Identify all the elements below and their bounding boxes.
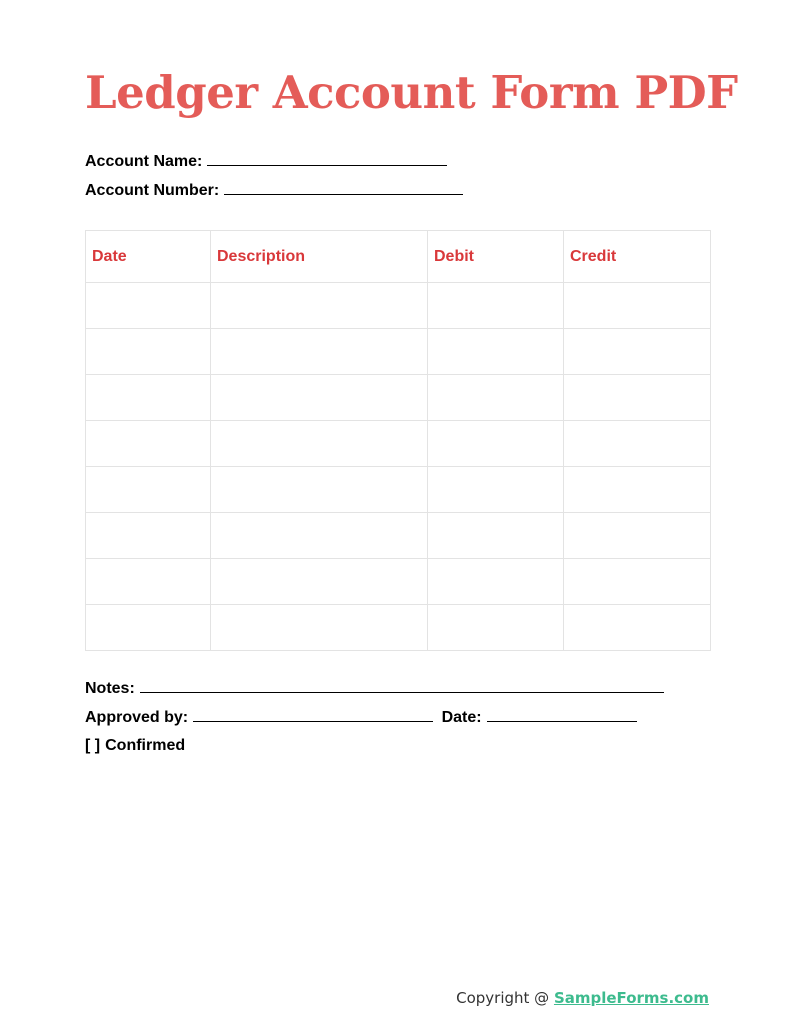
- checkbox-marker[interactable]: [ ]: [85, 737, 101, 754]
- approved-by-label: Approved by:: [85, 709, 189, 726]
- debit-cell[interactable]: [428, 467, 564, 513]
- footer: [0, 989, 709, 1007]
- header-debit: Debit: [428, 231, 564, 283]
- account-name-label: Account Name:: [85, 153, 203, 170]
- brand-link[interactable]: SampleForms.com: [553, 989, 709, 1007]
- debit-cell[interactable]: [428, 329, 564, 375]
- description-cell[interactable]: [211, 421, 428, 467]
- description-cell[interactable]: [211, 375, 428, 421]
- table-row: [86, 283, 711, 329]
- debit-cell[interactable]: [428, 283, 564, 329]
- description-cell[interactable]: [211, 559, 428, 605]
- credit-cell[interactable]: [564, 605, 711, 651]
- account-number-label: Account Number:: [85, 182, 220, 199]
- approved-by-blank[interactable]: [193, 707, 433, 722]
- date-cell[interactable]: [86, 559, 211, 605]
- date-cell[interactable]: [86, 283, 211, 329]
- date-cell[interactable]: [86, 467, 211, 513]
- debit-cell[interactable]: [428, 375, 564, 421]
- date-cell[interactable]: [86, 513, 211, 559]
- notes-label: Notes:: [85, 680, 135, 697]
- credit-cell[interactable]: [564, 421, 711, 467]
- confirmed-checkbox[interactable]: [85, 736, 185, 756]
- account-name-blank[interactable]: [207, 151, 447, 166]
- debit-cell[interactable]: [428, 513, 564, 559]
- credit-cell[interactable]: [564, 283, 711, 329]
- date-cell[interactable]: [86, 375, 211, 421]
- account-number-field[interactable]: [85, 180, 463, 201]
- credit-cell[interactable]: [564, 467, 711, 513]
- table-row: [86, 513, 711, 559]
- debit-cell[interactable]: [428, 605, 564, 651]
- notes-field[interactable]: [85, 678, 664, 699]
- debit-cell[interactable]: [428, 421, 564, 467]
- credit-cell[interactable]: [564, 329, 711, 375]
- table-row: [86, 421, 711, 467]
- ledger-table: [85, 230, 711, 651]
- description-cell[interactable]: [211, 283, 428, 329]
- header-credit: Credit: [564, 231, 711, 283]
- copyright-text: Copyright @: [456, 989, 550, 1007]
- description-cell[interactable]: [211, 467, 428, 513]
- header-description: Description: [211, 231, 428, 283]
- credit-cell[interactable]: [564, 559, 711, 605]
- table-header-row: [86, 231, 711, 283]
- approval-date-blank[interactable]: [487, 707, 637, 722]
- credit-cell[interactable]: [564, 513, 711, 559]
- confirmed-label: Confirmed: [105, 737, 186, 754]
- date-cell[interactable]: [86, 605, 211, 651]
- notes-blank[interactable]: [140, 678, 664, 693]
- credit-cell[interactable]: [564, 375, 711, 421]
- table-row: [86, 375, 711, 421]
- description-cell[interactable]: [211, 329, 428, 375]
- table-row: [86, 329, 711, 375]
- date-cell[interactable]: [86, 421, 211, 467]
- header-date: Date: [86, 231, 211, 283]
- approval-field[interactable]: [85, 707, 637, 728]
- table-body: [86, 283, 711, 651]
- account-number-blank[interactable]: [224, 180, 463, 195]
- table-row: [86, 605, 711, 651]
- debit-cell[interactable]: [428, 559, 564, 605]
- approval-date-label: Date:: [441, 709, 482, 726]
- table-row: [86, 559, 711, 605]
- page-title: Ledger Account Form PDF: [85, 66, 738, 119]
- account-name-field[interactable]: [85, 151, 447, 172]
- table-row: [86, 467, 711, 513]
- description-cell[interactable]: [211, 605, 428, 651]
- date-cell[interactable]: [86, 329, 211, 375]
- description-cell[interactable]: [211, 513, 428, 559]
